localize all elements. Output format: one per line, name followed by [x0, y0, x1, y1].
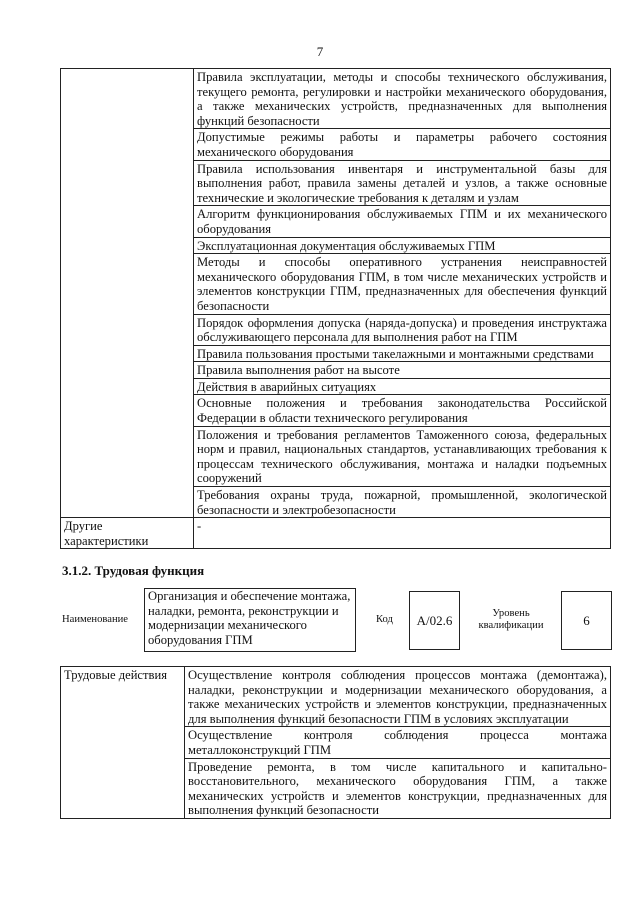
knowledge-item: Правила выполнения работ на высоте	[194, 362, 611, 379]
labor-action-item: Проведение ремонта, в том числе капитального и капитально-восстановительного, механического оборудования ГПМ, а также механических устройств и элементов конструкции, предназначенных для выполнения функций безопасности	[185, 758, 611, 818]
knowledge-item: Правила пользования простыми такелажными и монтажными средствами	[194, 345, 611, 362]
labor-actions-table	[60, 666, 611, 819]
knowledge-item: Эксплуатационная документация обслуживаемых ГПМ	[194, 237, 611, 254]
table-row	[61, 667, 611, 727]
name-label: Наименование	[62, 614, 128, 625]
knowledge-item: Правила использования инвентаря и инструментальной базы для выполнения работ, правила замены деталей и узлов, а также основные технические и экологические требования к деталям и узлам	[194, 160, 611, 206]
knowledge-item: Методы и способы оперативного устранения неисправностей механического оборудования ГПМ, в том числе механических устройств и элементов конструкции ГПМ, предназначенных для обеспечения функций безопасности	[194, 254, 611, 314]
knowledge-item: Требования охраны труда, пожарной, промышленной, экологической безопасности и электробезопасности	[194, 487, 611, 518]
level-value-box: 6	[561, 591, 612, 650]
labor-action-item: Осуществление контроля соблюдения процессов монтажа (демонтажа), наладки, реконструкции и модернизации механического оборудования, а также механических устройств и элементов конструкции, предназначенных для выполнения функций безопасности ГПМ в условиях эксплуатации	[185, 667, 611, 727]
table-row	[61, 69, 611, 129]
labor-actions-label: Трудовые действия	[61, 667, 185, 819]
knowledge-item: Положения и требования регламентов Таможенного союза, федеральных норм и правил, национальных стандартов, устанавливающих требования к процессам технического обслуживания, монтажа и наладки подъемных сооружений	[194, 426, 611, 486]
code-value-box: А/02.6	[409, 591, 460, 650]
knowledge-item: Порядок оформления допуска (наряда-допуска) и проведения инструктажа обслуживающего персонала для выполнения работ на ГПМ	[194, 314, 611, 345]
knowledge-table	[60, 68, 611, 549]
knowledge-item: Алгоритм функционирования обслуживаемых ГПМ и их механического оборудования	[194, 206, 611, 237]
knowledge-item: Действия в аварийных ситуациях	[194, 378, 611, 395]
empty-label-cell	[61, 69, 194, 518]
knowledge-item: Основные положения и требования законодательства Российской Федерации в области технического регулирования	[194, 395, 611, 426]
function-name-box: Организация и обеспечение монтажа, наладки, ремонта, реконструкции и модернизации механического оборудования ГПМ	[144, 588, 356, 652]
code-label: Код	[376, 614, 393, 625]
other-characteristics-value: -	[194, 518, 611, 549]
section-heading: 3.1.2. Трудовая функция	[62, 563, 205, 578]
other-characteristics-label: Другие характеристики	[61, 518, 194, 549]
labor-action-item: Осуществление контроля соблюдения процесса монтажа металлоконструкций ГПМ	[185, 727, 611, 758]
table-row	[61, 518, 611, 549]
knowledge-item: Допустимые режимы работы и параметры рабочего состояния механического оборудования	[194, 129, 611, 160]
knowledge-item: Правила эксплуатации, методы и способы технического обслуживания, текущего ремонта, регулировки и настройки механического оборудования, а также механических устройств, предназначенных для выполнения функций безопасности	[194, 69, 611, 129]
level-label: Уровень квалификации	[478, 608, 544, 631]
page-number: 7	[316, 44, 324, 59]
